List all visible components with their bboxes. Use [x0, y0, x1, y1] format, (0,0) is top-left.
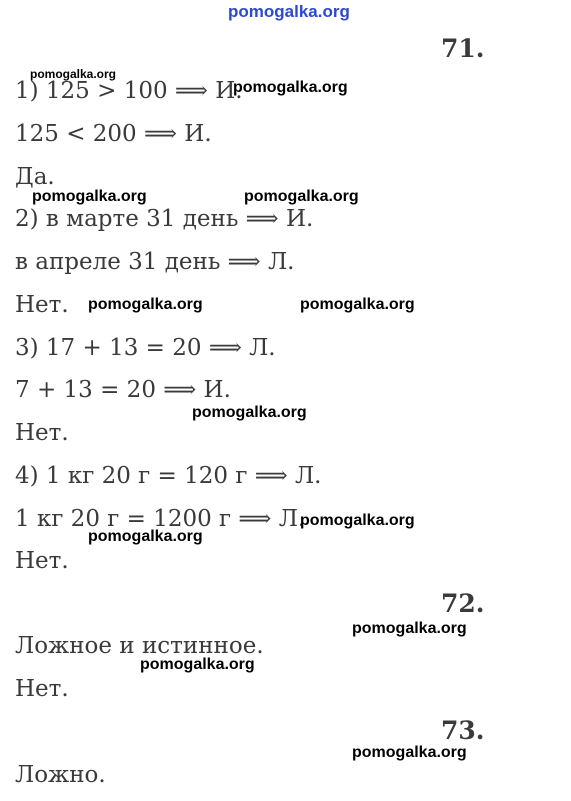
answer-line: 7 + 13 = 20 ⟹ И.	[15, 377, 231, 403]
answer-line: 3) 17 + 13 = 20 ⟹ Л.	[15, 335, 276, 361]
watermark: pomogalka.org	[352, 620, 467, 637]
answer-line: 125 < 200 ⟹ И.	[15, 121, 212, 147]
watermark: pomogalka.org	[30, 67, 117, 81]
problem-number-71: 71.	[441, 34, 485, 63]
answer-line: Ложное и истинное.	[15, 633, 264, 659]
answer-line: 2) в марте 31 день ⟹ И.	[15, 206, 314, 232]
answer-line: Нет.	[15, 420, 69, 446]
watermark: pomogalka.org	[140, 656, 255, 673]
watermark: pomogalka.org	[300, 296, 415, 313]
answer-line: 1) 125 > 100 ⟹ И.	[15, 78, 243, 104]
watermark: pomogalka.org	[192, 404, 307, 421]
watermark-top: pomogalka.org	[228, 2, 350, 21]
answer-line: 1 кг 20 г = 1200 г ⟹ Л.	[15, 506, 306, 532]
problem-number-73: 73.	[441, 716, 485, 745]
answer-line: Нет.	[15, 676, 69, 702]
problem-number-72: 72.	[441, 589, 485, 618]
answer-line: 4) 1 кг 20 г = 120 г ⟹ Л.	[15, 463, 322, 489]
answer-line: Да.	[15, 164, 55, 190]
watermark: pomogalka.org	[233, 79, 348, 96]
watermark: pomogalka.org	[88, 528, 203, 545]
answer-line: Нет.	[15, 292, 69, 318]
watermark: pomogalka.org	[244, 188, 359, 205]
answer-line: в апреле 31 день ⟹ Л.	[15, 249, 295, 275]
watermark: pomogalka.org	[352, 744, 467, 761]
watermark: pomogalka.org	[88, 296, 203, 313]
answer-line: Нет.	[15, 548, 69, 574]
watermark: pomogalka.org	[300, 512, 415, 529]
answer-line: Ложно.	[15, 762, 106, 788]
watermark: pomogalka.org	[32, 188, 147, 205]
